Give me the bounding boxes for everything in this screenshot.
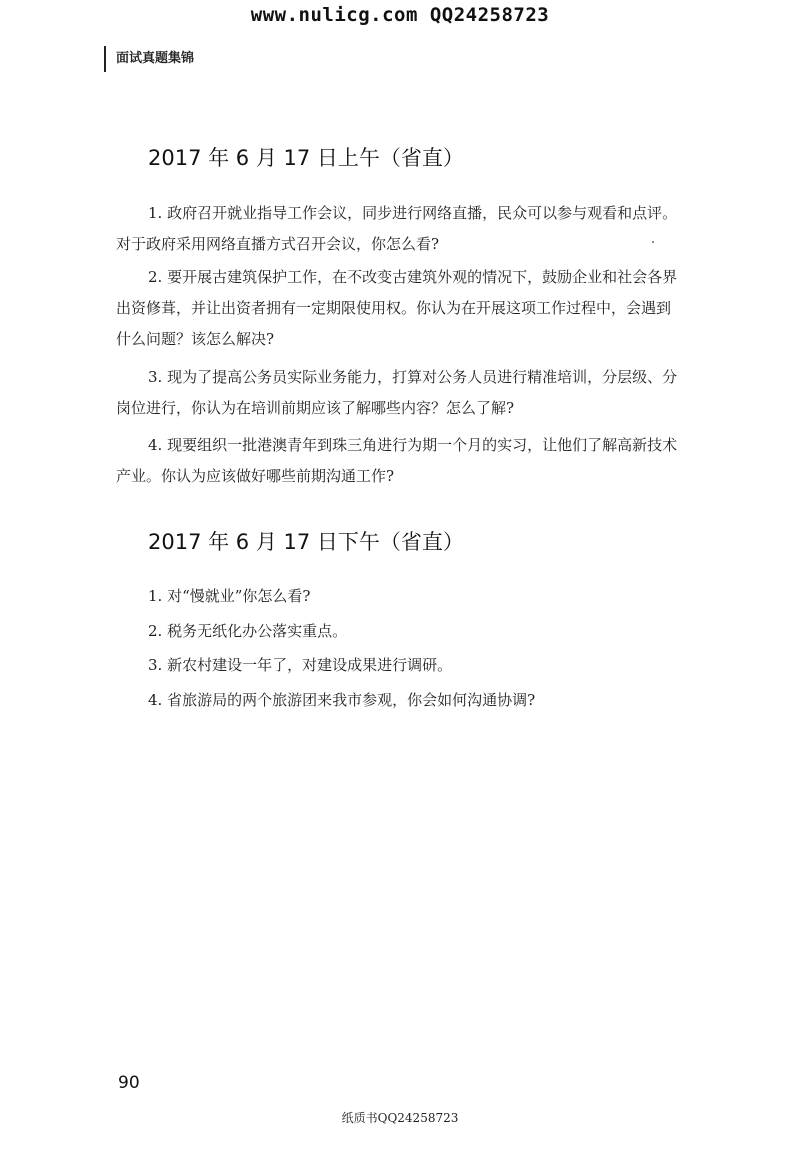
- afternoon-question-1: 1. 对“慢就业”你怎么看?: [148, 587, 311, 605]
- question-3: [116, 362, 730, 424]
- question-2-line-1: 2. 要开展古建筑保护工作，在不改变古建筑外观的情况下，鼓励企业和社会各界: [148, 268, 678, 286]
- running-header: 面试真题集锦: [104, 46, 194, 72]
- section-title-morning: 2017 年 6 月 17 日上午（省直）: [148, 146, 464, 170]
- question-4-line-1: 4. 现要组织一批港澳青年到珠三角进行为期一个月的实习，让他们了解高新技术: [148, 436, 678, 454]
- question-2-line-3: 什么问题？该怎么解决?: [116, 330, 275, 348]
- question-1: [116, 198, 730, 260]
- question-3-line-2: 岗位进行，你认为在培训前期应该了解哪些内容？怎么了解?: [116, 399, 515, 417]
- question-1-line-1: 1. 政府召开就业指导工作会议，同步进行网络直播，民众可以参与观看和点评。: [148, 204, 678, 222]
- question-3-line-1: 3. 现为了提高公务员实际业务能力，打算对公务人员进行精准培训，分层级、分: [148, 368, 678, 386]
- scan-speck: [652, 241, 654, 243]
- question-4: [116, 430, 730, 492]
- afternoon-question-2: 2. 税务无纸化办公落实重点。: [148, 622, 348, 640]
- question-2: [116, 262, 730, 355]
- watermark-top: www.nulicg.com QQ24258723: [250, 4, 550, 26]
- question-2-line-2: 出资修葺，并让出资者拥有一定期限使用权。你认为在开展这项工作过程中，会遇到: [116, 299, 672, 317]
- question-4-line-2: 产业。你认为应该做好哪些前期沟通工作?: [116, 467, 395, 485]
- section-title-afternoon: 2017 年 6 月 17 日下午（省直）: [148, 530, 464, 554]
- watermark-bottom: 纸质书QQ24258723: [341, 1111, 459, 1125]
- question-1-line-2: 对于政府采用网络直播方式召开会议，你怎么看?: [116, 235, 440, 253]
- afternoon-question-4: 4. 省旅游局的两个旅游团来我市参观，你会如何沟通协调?: [148, 691, 536, 709]
- afternoon-question-3: 3. 新农村建设一年了，对建设成果进行调研。: [148, 656, 453, 674]
- page-number: 90: [118, 1073, 140, 1093]
